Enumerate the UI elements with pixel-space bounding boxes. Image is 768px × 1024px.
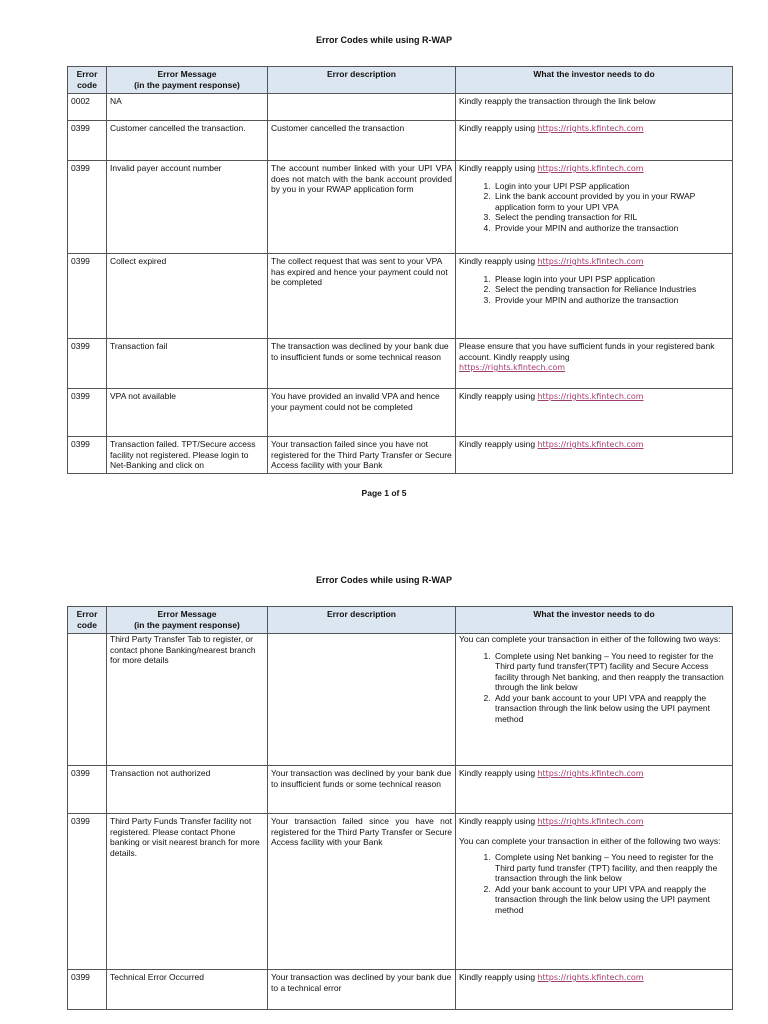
header-error-message (107, 607, 268, 634)
header-error-description: Error description (268, 67, 456, 94)
reapply-text: Kindly reapply using (459, 439, 536, 449)
list-item: 2. Link the bank account provided by you in your RWAP application form to your UPI VPA (493, 191, 729, 212)
header-message-label: Error Message (157, 69, 217, 79)
list-item: 2. Add your bank account to your UPI VPA and reapply the transaction through the link below using the UPI payment method (493, 693, 729, 725)
table-row (68, 161, 733, 254)
investor-action-cell (456, 161, 733, 254)
list-item: 1. Complete using Net banking – You need to register for the Third party fund transfer (TPT) facility, and then reapply the transaction through the link below (493, 852, 729, 884)
header-error-code: Error code (68, 67, 107, 94)
table-row (68, 634, 733, 766)
error-codes-table (67, 606, 733, 1010)
error-code-cell: 0399 (68, 254, 107, 339)
error-code-cell (68, 634, 107, 766)
investor-action-cell (456, 970, 733, 1010)
rwap-link[interactable]: https://rights.kfintech.com (537, 257, 644, 266)
investor-action-cell (456, 814, 733, 970)
error-codes-table (67, 66, 733, 474)
steps-list (459, 181, 729, 234)
table-row (68, 814, 733, 970)
error-description-cell: The account number linked with your UPI VPA does not match with the bank account provided by you in your RWAP application form (268, 161, 456, 254)
rwap-link[interactable]: https://rights.kfintech.com (537, 973, 644, 982)
list-item: 2. Add your bank account to your UPI VPA and reapply the transaction through the link below using the UPI payment method (493, 884, 729, 916)
investor-action-cell: Kindly reapply the transaction through the link below (456, 94, 733, 121)
error-message-cell: NA (107, 94, 268, 121)
table-row (68, 121, 733, 161)
error-message-cell: Transaction fail (107, 339, 268, 389)
error-message-cell: Transaction not authorized (107, 766, 268, 814)
rwap-link[interactable]: https://rights.kfintech.com (537, 817, 644, 826)
reapply-text: Kindly reapply using (459, 123, 536, 133)
list-item: 3. Provide your MPIN and authorize the transaction (493, 295, 729, 306)
header-message-sub: (in the payment response) (134, 79, 240, 90)
rwap-link[interactable]: https://rights.kfintech.com (537, 769, 644, 778)
reapply-text: Kindly reapply using (459, 768, 536, 778)
error-description-cell: Customer cancelled the transaction (268, 121, 456, 161)
error-message-cell: Invalid payer account number (107, 161, 268, 254)
error-code-cell: 0399 (68, 389, 107, 437)
table-row (68, 339, 733, 389)
list-item: 2. Select the pending transaction for Reliance Industries (493, 284, 729, 295)
page-title: Error Codes while using R-WAP (315, 35, 452, 45)
error-code-cell: 0399 (68, 437, 107, 474)
error-message-cell: Third Party Transfer Tab to register, or contact phone Banking/nearest branch for more details (107, 634, 268, 766)
investor-action-cell (456, 389, 733, 437)
error-code-cell: 0399 (68, 766, 107, 814)
error-message-cell: Third Party Funds Transfer facility not registered. Please contact Phone banking or visit nearest branch for more details. (107, 814, 268, 970)
error-description-cell (268, 94, 456, 121)
error-description-cell (268, 634, 456, 766)
error-description-cell: Your transaction failed since you have not registered for the Third Party Transfer or Secure Access facility with your Bank (268, 437, 456, 474)
investor-action-cell (456, 437, 733, 474)
table-row (68, 970, 733, 1010)
error-code-cell: 0399 (68, 339, 107, 389)
error-message-cell: VPA not available (107, 389, 268, 437)
error-code-cell: 0399 (68, 161, 107, 254)
error-code-cell: 0399 (68, 970, 107, 1010)
table-row (68, 94, 733, 121)
error-description-cell: Your transaction was declined by your bank due to a technical error (268, 970, 456, 1010)
error-message-cell: Customer cancelled the transaction. (107, 121, 268, 161)
table-row (68, 389, 733, 437)
rwap-link[interactable]: https://rights.kfintech.com (537, 440, 644, 449)
error-description-cell: You have provided an invalid VPA and hence your payment could not be completed (268, 389, 456, 437)
table-row (68, 766, 733, 814)
header-error-description: Error description (268, 607, 456, 634)
rwap-link[interactable]: https://rights.kfintech.com (537, 164, 644, 173)
error-code-cell: 0002 (68, 94, 107, 121)
header-message-label: Error Message (157, 609, 217, 619)
rwap-link[interactable]: https://rights.kfintech.com (537, 392, 644, 401)
action-text: You can complete your transaction in either of the following two ways: (459, 835, 721, 846)
header-error-code: Error code (68, 607, 107, 634)
error-description-cell: The transaction was declined by your bank due to insufficient funds or some technical reason (268, 339, 456, 389)
investor-action-cell (456, 339, 733, 389)
error-description-cell: Your transaction failed since you have not registered for the Third Party Transfer or Secure Access facility with your Bank (268, 814, 456, 970)
list-item: 1. Login into your UPI PSP application (493, 181, 729, 192)
investor-action-cell (456, 766, 733, 814)
action-text: You can complete your transaction in either of the following two ways: (459, 634, 721, 644)
table-header-row (68, 67, 733, 94)
table-row (68, 254, 733, 339)
header-error-message (107, 67, 268, 94)
investor-action-cell (456, 121, 733, 161)
reapply-text: Kindly reapply using (459, 256, 536, 266)
list-item: 1. Please login into your UPI PSP application (493, 274, 729, 285)
reapply-text: Kindly reapply using (459, 163, 536, 173)
reapply-text: Kindly reapply using (459, 972, 536, 982)
error-message-cell: Technical Error Occurred (107, 970, 268, 1010)
steps-list (459, 274, 729, 306)
page-title: Error Codes while using R-WAP (315, 575, 452, 585)
rwap-link[interactable]: https://rights.kfintech.com (537, 124, 644, 133)
error-description-cell: The collect request that was sent to your VPA has expired and hence your payment could not be completed (268, 254, 456, 339)
steps-list (459, 651, 729, 725)
error-code-cell: 0399 (68, 121, 107, 161)
list-item: 4. Provide your MPIN and authorize the transaction (493, 223, 729, 234)
table-row (68, 437, 733, 474)
error-message-cell: Transaction failed. TPT/Secure access facility not registered. Please login to Net-Banking and click on (107, 437, 268, 474)
error-message-cell: Collect expired (107, 254, 268, 339)
reapply-text: Kindly reapply using (459, 816, 536, 826)
header-investor-action: What the investor needs to do (456, 607, 733, 634)
rwap-link[interactable]: https://rights.kfintech.com (459, 363, 566, 372)
table-header-row (68, 607, 733, 634)
page-number: Page 1 of 5 (361, 488, 407, 498)
action-text: Please ensure that you have sufficient funds in your registered bank account. Kindly reapply using (459, 341, 715, 362)
list-item: 3. Select the pending transaction for RIL (493, 212, 729, 223)
error-code-cell: 0399 (68, 814, 107, 970)
investor-action-cell (456, 634, 733, 766)
list-item: 1. Complete using Net banking – You need to register for the Third party fund transfer(TPT) facility and Secure Access facility through Net banking, and then reapply the transaction through the link below (493, 651, 729, 693)
steps-list (459, 852, 729, 915)
investor-action-cell (456, 254, 733, 339)
header-investor-action: What the investor needs to do (456, 67, 733, 94)
error-description-cell: Your transaction was declined by your bank due to insufficient funds or some technical reason (268, 766, 456, 814)
reapply-text: Kindly reapply using (459, 391, 536, 401)
header-message-sub: (in the payment response) (134, 619, 240, 630)
